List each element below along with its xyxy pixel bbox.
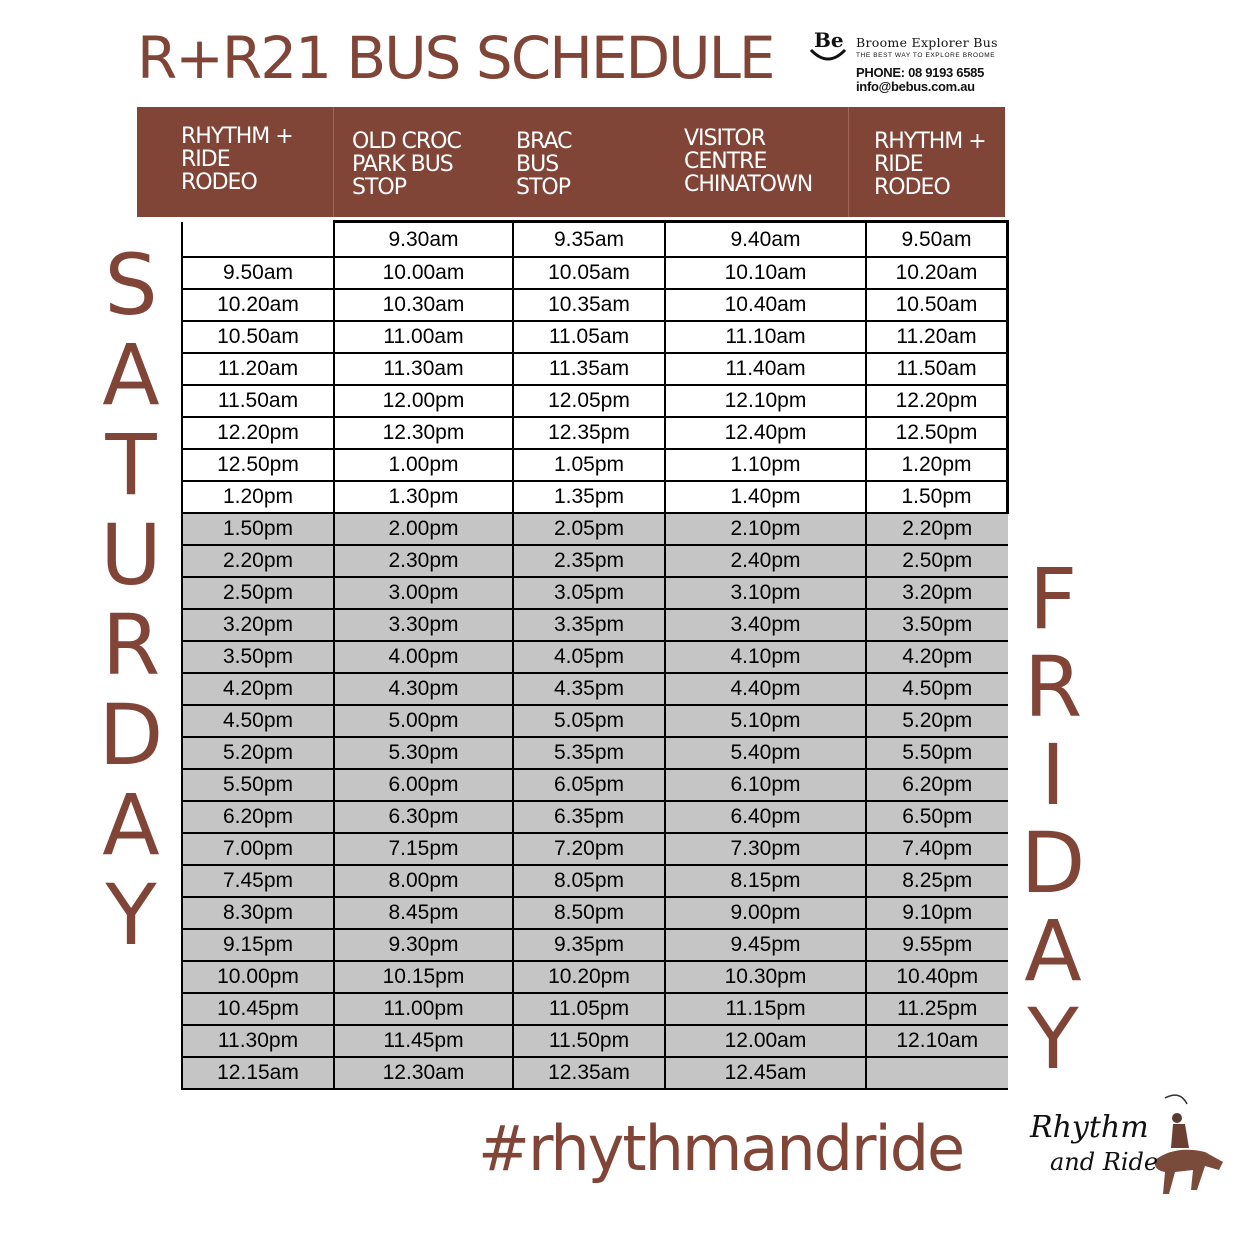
time-cell: 4.35pm <box>513 673 665 705</box>
time-cell: 3.40pm <box>665 609 866 641</box>
time-cell: 7.00pm <box>182 833 334 865</box>
day-letter: D <box>1020 814 1086 912</box>
time-cell: 6.10pm <box>665 769 866 801</box>
column-header-visitor-centre: VISITOR CENTRE CHINATOWN <box>684 126 813 197</box>
time-cell: 8.50pm <box>513 897 665 929</box>
shared-row <box>182 1057 1008 1089</box>
time-cell: 11.50am <box>866 353 1008 385</box>
time-cell: 5.40pm <box>665 737 866 769</box>
time-cell: 2.20pm <box>866 513 1008 545</box>
time-cell: 2.05pm <box>513 513 665 545</box>
saturday-label <box>96 236 166 964</box>
time-cell: 5.20pm <box>182 737 334 769</box>
time-cell: 3.05pm <box>513 577 665 609</box>
header-divider <box>333 107 334 217</box>
time-cell: 3.20pm <box>866 577 1008 609</box>
time-cell: 10.35am <box>513 289 665 321</box>
time-cell: 3.00pm <box>334 577 513 609</box>
time-cell: 1.50pm <box>182 513 334 545</box>
time-cell: 1.50pm <box>866 481 1008 513</box>
time-cell: 10.10am <box>665 257 866 289</box>
saturday-row <box>182 385 1008 417</box>
friday-label <box>1018 550 1088 1088</box>
shared-row <box>182 577 1008 609</box>
time-cell: 4.20pm <box>182 673 334 705</box>
time-cell: 10.40am <box>665 289 866 321</box>
saturday-row <box>182 353 1008 385</box>
time-cell: 3.20pm <box>182 609 334 641</box>
time-cell: 5.50pm <box>182 769 334 801</box>
time-cell: 12.35pm <box>513 417 665 449</box>
shared-row <box>182 961 1008 993</box>
time-cell: 4.30pm <box>334 673 513 705</box>
time-cell: 9.15pm <box>182 929 334 961</box>
time-cell: 12.50pm <box>866 417 1008 449</box>
time-cell: 10.05am <box>513 257 665 289</box>
time-cell: 1.20pm <box>182 481 334 513</box>
time-cell: 10.00pm <box>182 961 334 993</box>
shared-row <box>182 865 1008 897</box>
time-cell: 1.30pm <box>334 481 513 513</box>
time-cell: 11.00am <box>334 321 513 353</box>
time-cell: 3.10pm <box>665 577 866 609</box>
rhythm-and-ride-logo <box>1025 1090 1225 1210</box>
time-cell: 10.40pm <box>866 961 1008 993</box>
day-letter: I <box>1040 726 1066 824</box>
day-letter: F <box>1028 550 1078 648</box>
time-cell: 11.30am <box>334 353 513 385</box>
time-cell: 11.40am <box>665 353 866 385</box>
shared-row <box>182 641 1008 673</box>
time-cell: 1.10pm <box>665 449 866 481</box>
time-cell: 9.50am <box>866 222 1008 258</box>
column-header-rodeo-start: RHYTHM + RIDE RODEO <box>181 124 293 195</box>
day-letter: R <box>1023 638 1083 736</box>
page-title: R+R21 BUS SCHEDULE <box>137 24 774 92</box>
time-cell <box>182 222 334 258</box>
shared-row <box>182 609 1008 641</box>
time-cell: 9.50am <box>182 257 334 289</box>
saturday-row <box>182 222 1008 258</box>
time-cell: 6.40pm <box>665 801 866 833</box>
time-cell: 11.05pm <box>513 993 665 1025</box>
time-cell: 12.35am <box>513 1057 665 1089</box>
stop-header <box>137 107 1005 217</box>
time-cell: 11.20am <box>866 321 1008 353</box>
time-cell: 12.10am <box>866 1025 1008 1057</box>
time-cell: 8.30pm <box>182 897 334 929</box>
shared-row <box>182 897 1008 929</box>
day-letter: T <box>105 416 157 514</box>
saturday-row <box>182 449 1008 481</box>
time-cell: 6.30pm <box>334 801 513 833</box>
shared-row <box>182 801 1008 833</box>
time-cell: 12.30am <box>334 1057 513 1089</box>
time-cell: 5.10pm <box>665 705 866 737</box>
time-cell: 11.10am <box>665 321 866 353</box>
time-cell: 5.35pm <box>513 737 665 769</box>
time-cell: 8.25pm <box>866 865 1008 897</box>
hashtag: #rhythmandride <box>478 1112 964 1185</box>
time-cell: 1.40pm <box>665 481 866 513</box>
time-cell: 7.30pm <box>665 833 866 865</box>
time-cell: 7.20pm <box>513 833 665 865</box>
time-cell: 9.10pm <box>866 897 1008 929</box>
time-cell: 11.50am <box>182 385 334 417</box>
day-letter: Y <box>105 866 157 964</box>
time-cell: 9.30pm <box>334 929 513 961</box>
time-cell: 4.50pm <box>182 705 334 737</box>
operator-logo <box>808 30 1008 100</box>
time-cell: 5.30pm <box>334 737 513 769</box>
time-cell: 12.40pm <box>665 417 866 449</box>
time-cell: 9.40am <box>665 222 866 258</box>
time-cell: 9.45pm <box>665 929 866 961</box>
shared-row <box>182 513 1008 545</box>
time-cell: 2.30pm <box>334 545 513 577</box>
column-header-brac: BRAC BUS STOP <box>516 129 572 200</box>
saturday-row <box>182 321 1008 353</box>
saturday-row <box>182 289 1008 321</box>
operator-name: Broome Explorer Bus <box>856 35 998 50</box>
shared-row <box>182 769 1008 801</box>
time-cell: 9.35pm <box>513 929 665 961</box>
shared-row <box>182 545 1008 577</box>
time-cell: 11.30pm <box>182 1025 334 1057</box>
time-cell: 11.20am <box>182 353 334 385</box>
time-cell: 10.50am <box>866 289 1008 321</box>
time-cell: 4.00pm <box>334 641 513 673</box>
time-cell: 12.50pm <box>182 449 334 481</box>
time-cell: 11.45pm <box>334 1025 513 1057</box>
day-letter: A <box>102 326 160 424</box>
time-cell: 2.35pm <box>513 545 665 577</box>
time-cell: 10.20am <box>866 257 1008 289</box>
time-cell: 11.25pm <box>866 993 1008 1025</box>
day-letter: Y <box>1027 990 1079 1088</box>
time-cell <box>866 1057 1008 1089</box>
time-cell: 10.30pm <box>665 961 866 993</box>
day-letter: D <box>98 686 164 784</box>
rodeo-rider-icon <box>1135 1090 1235 1200</box>
time-cell: 11.00pm <box>334 993 513 1025</box>
time-cell: 10.45pm <box>182 993 334 1025</box>
time-cell: 6.20pm <box>866 769 1008 801</box>
time-cell: 4.40pm <box>665 673 866 705</box>
time-cell: 1.35pm <box>513 481 665 513</box>
time-cell: 2.40pm <box>665 545 866 577</box>
time-cell: 8.00pm <box>334 865 513 897</box>
time-cell: 6.35pm <box>513 801 665 833</box>
shared-row <box>182 929 1008 961</box>
operator-phone: PHONE: 08 9193 6585 <box>856 65 984 80</box>
time-cell: 9.00pm <box>665 897 866 929</box>
time-cell: 10.20pm <box>513 961 665 993</box>
time-cell: 1.20pm <box>866 449 1008 481</box>
time-cell: 2.20pm <box>182 545 334 577</box>
time-cell: 8.45pm <box>334 897 513 929</box>
time-cell: 1.00pm <box>334 449 513 481</box>
time-cell: 3.50pm <box>866 609 1008 641</box>
time-cell: 12.20pm <box>866 385 1008 417</box>
time-cell: 12.20pm <box>182 417 334 449</box>
time-cell: 4.20pm <box>866 641 1008 673</box>
day-letter: R <box>101 596 161 694</box>
time-cell: 12.15am <box>182 1057 334 1089</box>
time-cell: 4.10pm <box>665 641 866 673</box>
saturday-row <box>182 481 1008 513</box>
logo-line-1: Rhythm <box>1030 1110 1149 1145</box>
time-cell: 2.50pm <box>182 577 334 609</box>
time-cell: 11.50pm <box>513 1025 665 1057</box>
logo-line-2: and Ride <box>1050 1148 1159 1176</box>
shared-row <box>182 737 1008 769</box>
time-cell: 12.30pm <box>334 417 513 449</box>
time-cell: 9.30am <box>334 222 513 258</box>
bus-timetable <box>181 220 1009 1090</box>
saturday-row <box>182 257 1008 289</box>
time-cell: 6.50pm <box>866 801 1008 833</box>
time-cell: 12.05pm <box>513 385 665 417</box>
time-cell: 11.15pm <box>665 993 866 1025</box>
time-cell: 10.20am <box>182 289 334 321</box>
time-cell: 2.00pm <box>334 513 513 545</box>
time-cell: 6.20pm <box>182 801 334 833</box>
time-cell: 7.40pm <box>866 833 1008 865</box>
header-divider <box>848 107 849 217</box>
be-logo-icon: Be <box>808 30 850 66</box>
time-cell: 2.50pm <box>866 545 1008 577</box>
time-cell: 12.00am <box>665 1025 866 1057</box>
time-cell: 4.05pm <box>513 641 665 673</box>
time-cell: 11.05am <box>513 321 665 353</box>
shared-row <box>182 993 1008 1025</box>
time-cell: 6.00pm <box>334 769 513 801</box>
day-letter: A <box>1024 902 1082 1000</box>
time-cell: 12.10pm <box>665 385 866 417</box>
time-cell: 4.50pm <box>866 673 1008 705</box>
time-cell: 11.35am <box>513 353 665 385</box>
operator-email: info@bebus.com.au <box>856 79 975 94</box>
time-cell: 10.50am <box>182 321 334 353</box>
time-cell: 8.05pm <box>513 865 665 897</box>
day-letter: S <box>104 236 158 334</box>
time-cell: 5.20pm <box>866 705 1008 737</box>
shared-row <box>182 1025 1008 1057</box>
time-cell: 1.05pm <box>513 449 665 481</box>
time-cell: 10.00am <box>334 257 513 289</box>
time-cell: 5.50pm <box>866 737 1008 769</box>
time-cell: 5.05pm <box>513 705 665 737</box>
shared-row <box>182 705 1008 737</box>
operator-tagline: THE BEST WAY TO EXPLORE BROOME <box>856 52 996 59</box>
shared-row <box>182 673 1008 705</box>
day-letter: U <box>100 506 162 604</box>
time-cell: 7.15pm <box>334 833 513 865</box>
time-cell: 9.35am <box>513 222 665 258</box>
time-cell: 12.45am <box>665 1057 866 1089</box>
time-cell: 3.30pm <box>334 609 513 641</box>
time-cell: 7.45pm <box>182 865 334 897</box>
time-cell: 12.00pm <box>334 385 513 417</box>
column-header-old-croc: OLD CROC PARK BUS STOP <box>352 129 461 200</box>
time-cell: 5.00pm <box>334 705 513 737</box>
time-cell: 3.50pm <box>182 641 334 673</box>
column-header-rodeo-end: RHYTHM + RIDE RODEO <box>874 129 986 200</box>
saturday-row <box>182 417 1008 449</box>
time-cell: 6.05pm <box>513 769 665 801</box>
time-cell: 10.30am <box>334 289 513 321</box>
time-cell: 2.10pm <box>665 513 866 545</box>
time-cell: 8.15pm <box>665 865 866 897</box>
day-letter: A <box>102 776 160 874</box>
time-cell: 9.55pm <box>866 929 1008 961</box>
time-cell: 10.15pm <box>334 961 513 993</box>
time-cell: 3.35pm <box>513 609 665 641</box>
shared-row <box>182 833 1008 865</box>
